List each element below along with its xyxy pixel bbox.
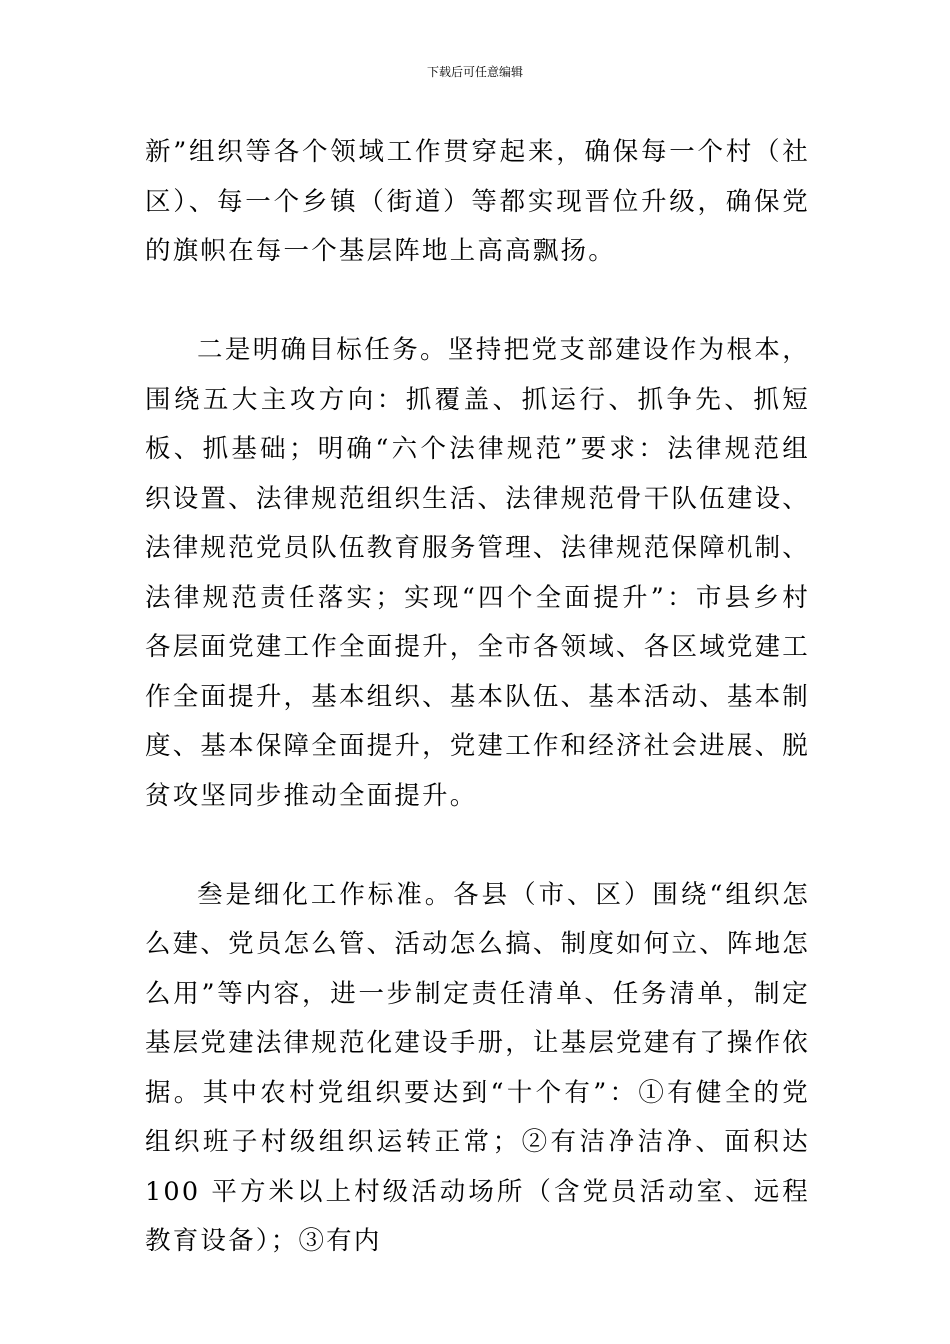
document-body bbox=[145, 128, 810, 1267]
paragraph-continuation: 新”组织等各个领域工作贯穿起来，确保每一个村（社区）、每一个乡镇（街道）等都实现晋位升级，确保党的旗帜在每一个基层阵地上高高飘扬。 bbox=[145, 137, 810, 266]
paragraph-standards: 叁是细化工作标准。各县（市、区）围绕“组织怎么建、党员怎么管、活动怎么搞、制度如何立、阵地怎么用”等内容，进一步制定责任清单、任务清单，制定基层党建法律规范化建设手册，让基层党建有了操作依据。其中农村党组织要达到“十个有”：①有健全的党组织班子村级组织运转正常；②有洁净洁净、面积达 100 平方米以上村级活动场所（含党员活动室、远程教育设备）；③有内 bbox=[145, 879, 810, 1256]
paragraph-goals: 二是明确目标任务。坚持把党支部建设作为根本，围绕五大主攻方向：抓覆盖、抓运行、抓争先、抓短板、抓基础；明确“六个法律规范”要求：法律规范组织设置、法律规范组织生活、法律规范骨干队伍建设、法律规范党员队伍教育服务管理、法律规范保障机制、法律规范责任落实；实现“四个全面提升”：市县乡村各层面党建工作全面提升，全市各领域、各区域党建工作全面提升，基本组织、基本队伍、基本活动、基本制度、基本保障全面提升，党建工作和经济社会进展、脱贫攻坚同步推动全面提升。 bbox=[145, 335, 810, 811]
paragraph-gap bbox=[145, 277, 810, 327]
page-header: 下载后可任意编辑 bbox=[426, 65, 523, 79]
paragraph-gap bbox=[145, 821, 810, 871]
